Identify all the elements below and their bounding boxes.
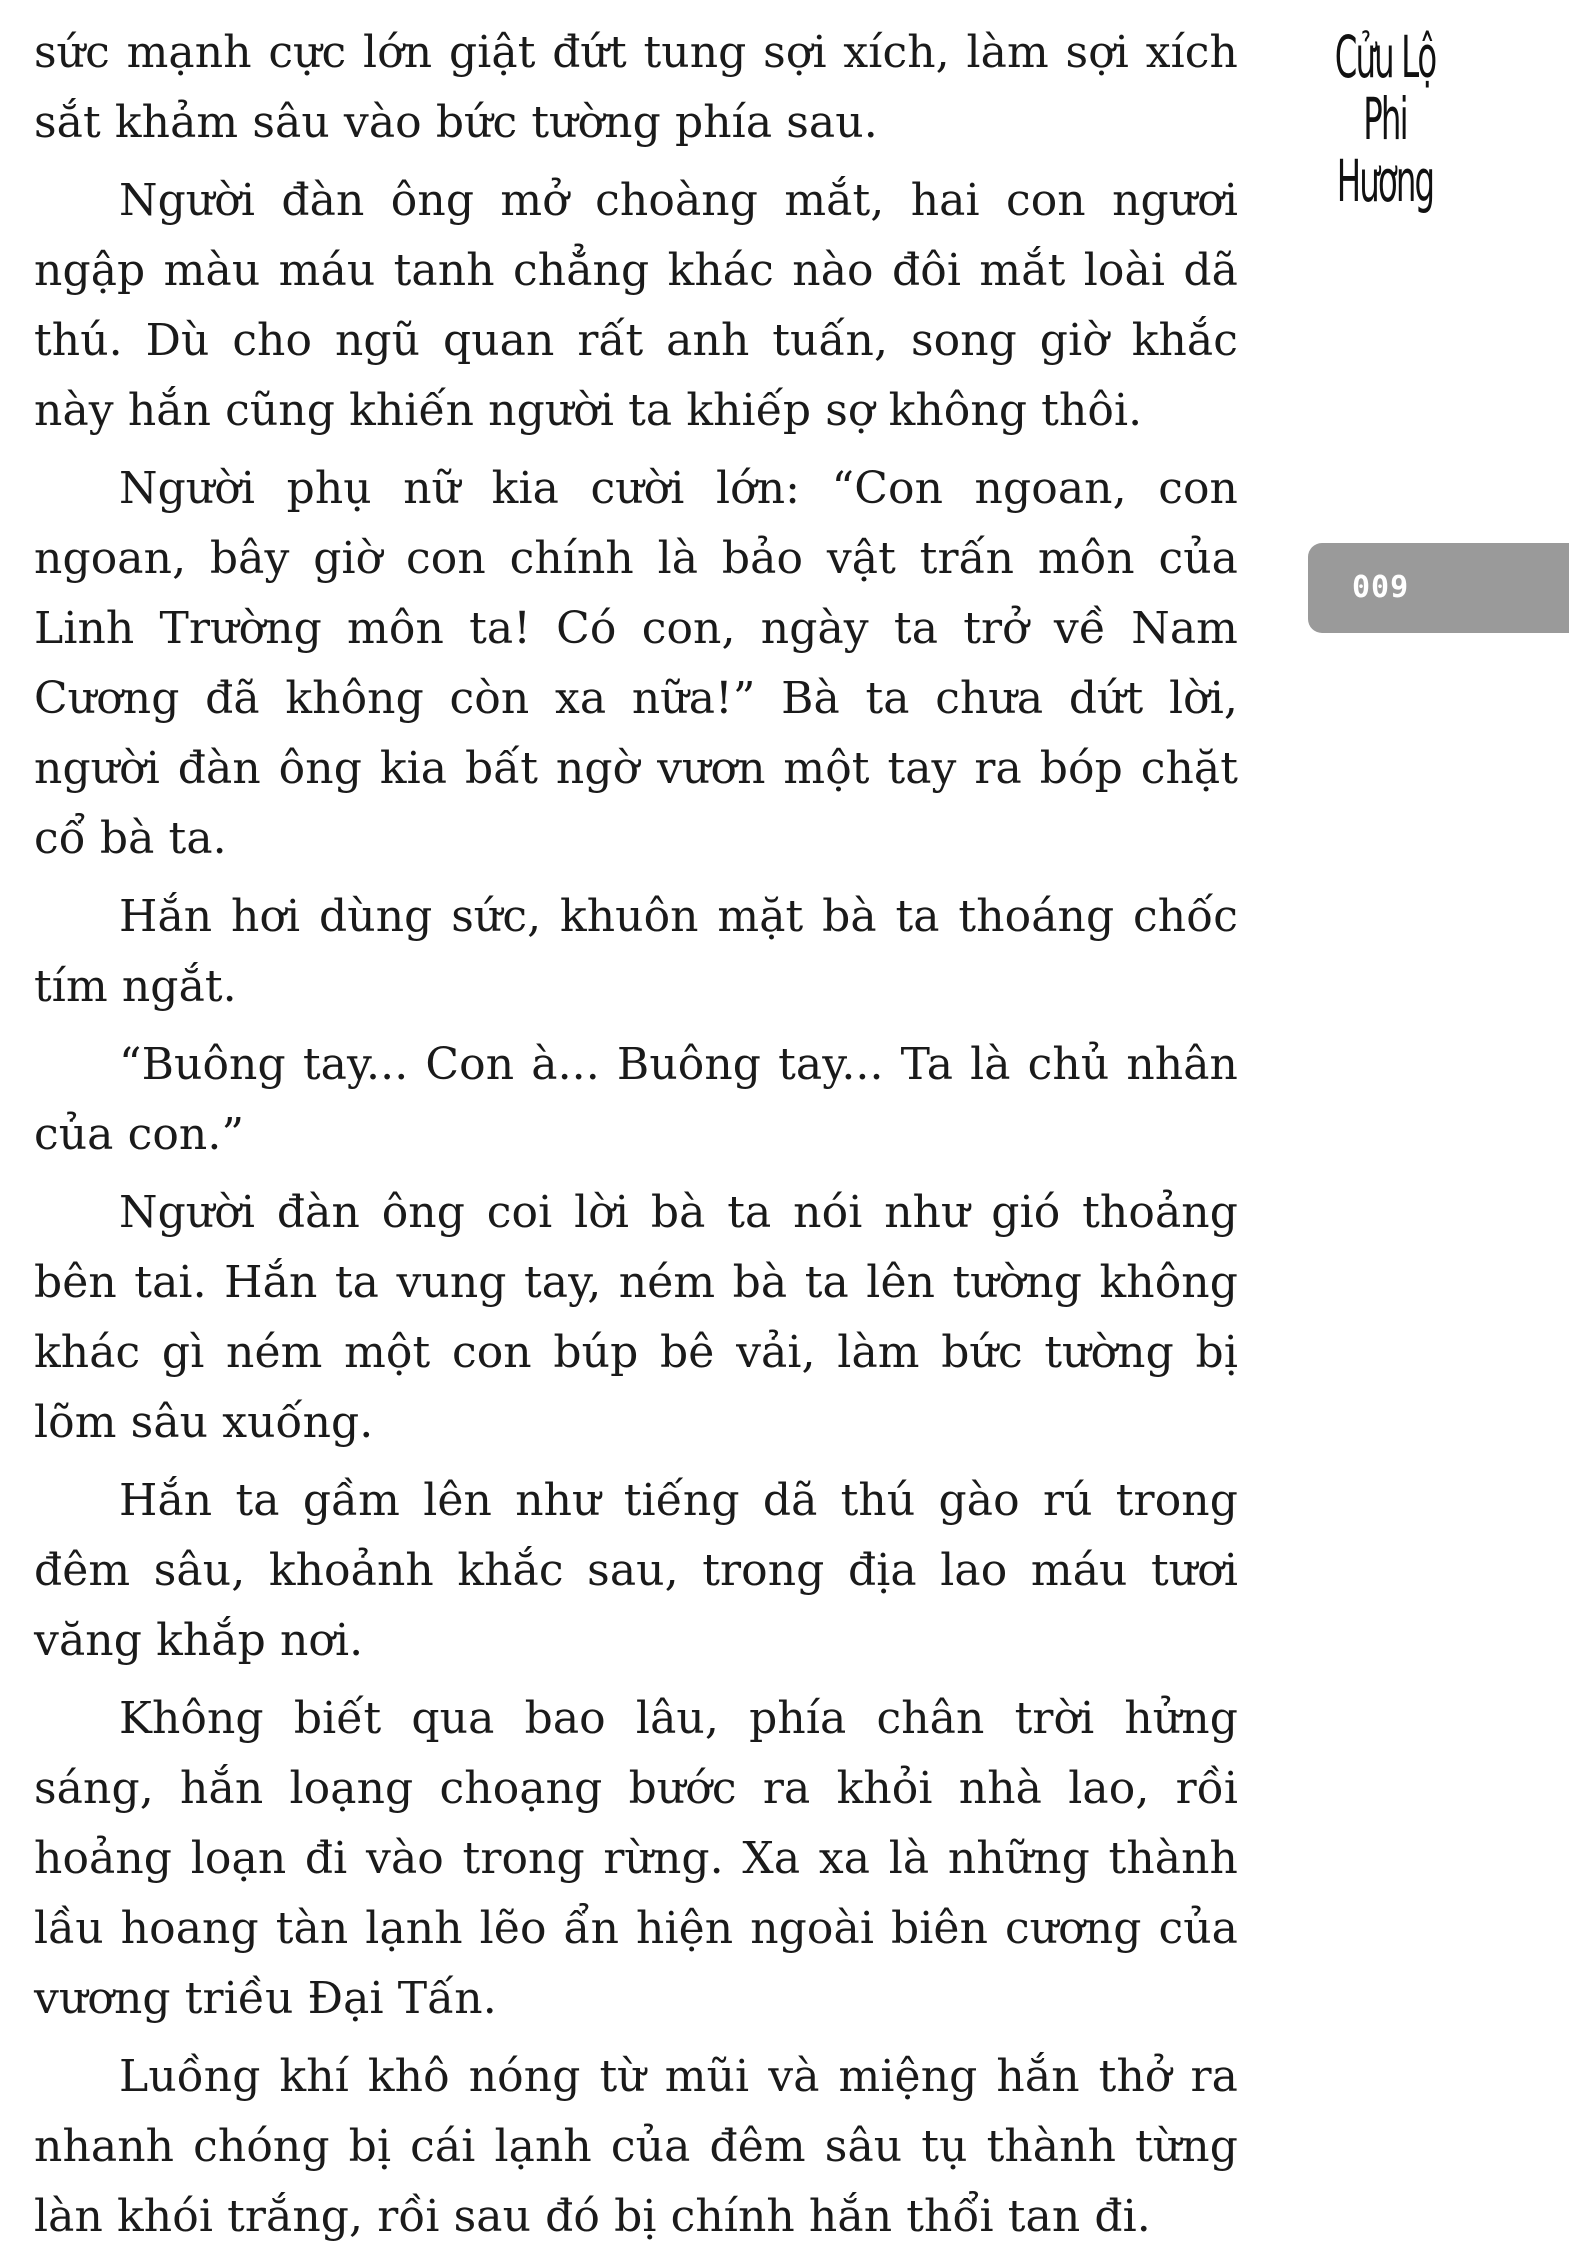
paragraph-4: Hắn hơi dùng sức, khuôn mặt bà ta thoáng chốc tím ngắt.	[34, 891, 1238, 1012]
paragraph-9: Luồng khí khô nóng từ mũi và miệng hắn thở ra nhanh chóng bị cái lạnh của đêm sâu tụ thành từng làn khói trắng, rồi sau đó bị chính hắn thổi tan đi.	[34, 2051, 1238, 2242]
book-title-line-2: Phi	[1363, 85, 1407, 153]
paragraph-1: sức mạnh cực lớn giật đứt tung sợi xích, làm sợi xích sắt khảm sâu vào bức tường phía sau.	[34, 27, 1238, 148]
book-title-line-3: Hương	[1336, 147, 1434, 215]
page-body	[34, 18, 1238, 2260]
paragraph-2: Người đàn ông mở choàng mắt, hai con ngươi ngập màu máu tanh chẳng khác nào đôi mắt loài dã thú. Dù cho ngũ quan rất anh tuấn, song giờ khắc này hắn cũng khiến người ta khiếp sợ không thôi.	[34, 175, 1238, 436]
paragraph-5: “Buông tay... Con à... Buông tay... Ta là chủ nhân của con.”	[34, 1039, 1238, 1160]
book-title-line-1: Cửu Lộ	[1334, 23, 1436, 91]
paragraph-6: Người đàn ông coi lời bà ta nói như gió thoảng bên tai. Hắn ta vung tay, ném bà ta lên tường không khác gì ném một con búp bê vải, làm bức tường bị lõm sâu xuống.	[34, 1187, 1238, 1448]
page-number-tab	[1308, 543, 1569, 633]
book-title	[1326, 23, 1444, 215]
page-number: 009	[1352, 570, 1410, 605]
paragraph-3: Người phụ nữ kia cười lớn: “Con ngoan, con ngoan, bây giờ con chính là bảo vật trấn môn của Linh Trường môn ta! Có con, ngày ta trở về Nam Cương đã không còn xa nữa!” Bà ta chưa dứt lời, người đàn ông kia bất ngờ vươn một tay ra bóp chặt cổ bà ta.	[34, 463, 1238, 864]
paragraph-8: Không biết qua bao lâu, phía chân trời hửng sáng, hắn loạng choạng bước ra khỏi nhà lao, rồi hoảng loạn đi vào trong rừng. Xa xa là những thành lầu hoang tàn lạnh lẽo ẩn hiện ngoài biên cương của vương triều Đại Tấn.	[34, 1693, 1238, 2024]
paragraph-7: Hắn ta gầm lên như tiếng dã thú gào rú trong đêm sâu, khoảnh khắc sau, trong địa lao máu tươi văng khắp nơi.	[34, 1475, 1238, 1666]
